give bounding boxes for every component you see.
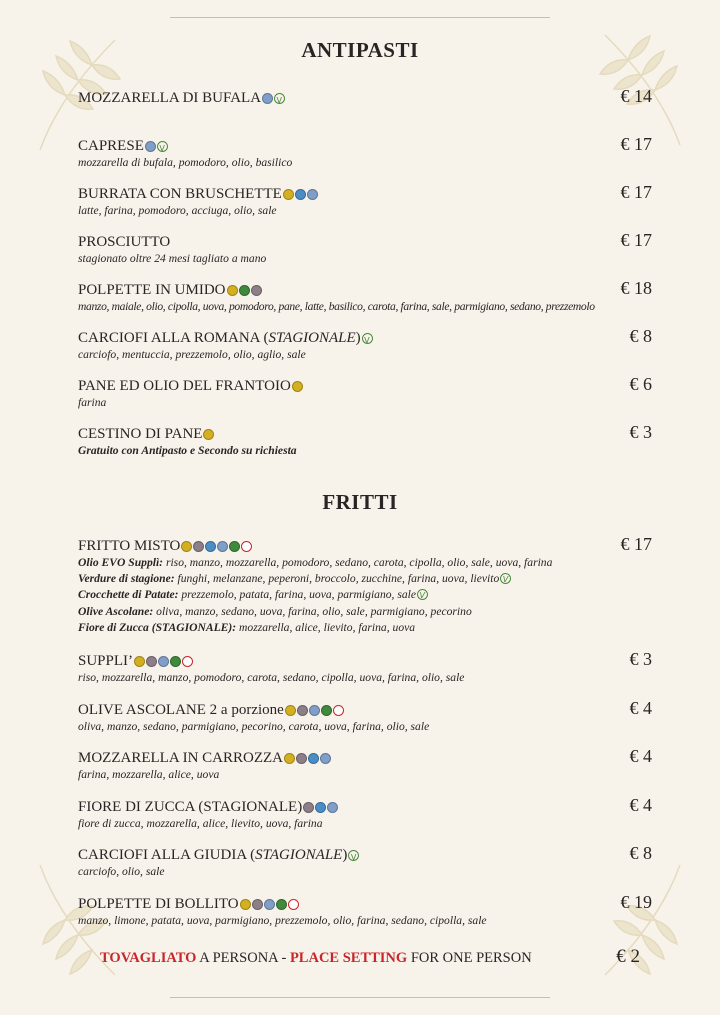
menu-item [78, 182, 658, 219]
item-name: PROSCIUTTO [78, 234, 171, 250]
blue-allergen-icon [205, 541, 216, 552]
item-description: oliva, manzo, sedano, parmigiano, pecorino, carota, uova, farina, olio, sale [78, 719, 430, 733]
item-price: € 19 [620, 891, 652, 912]
allergen-icons [145, 141, 168, 152]
vegetarian-icon [417, 589, 428, 600]
grey-allergen-icon [146, 656, 157, 667]
item-price: € 17 [620, 534, 652, 554]
item-name: POLPETTE DI BOLLITO [78, 895, 658, 913]
allergen-icons [285, 705, 344, 716]
item-price: € 18 [620, 278, 652, 298]
item-description: carciofo, olio, sale [78, 865, 165, 878]
grey-allergen-icon [296, 753, 307, 764]
allergen-icons [362, 333, 373, 344]
grey-allergen-icon [193, 541, 204, 552]
allergen-icons [181, 541, 252, 552]
menu-item [78, 746, 658, 783]
item-description: riso, mozzarella, manzo, pomodoro, carota, sedano, cipolla, uova, farina, olio, sale [78, 671, 465, 684]
allergen-icons [303, 802, 338, 813]
yellow-allergen-icon [240, 899, 251, 910]
yellow-allergen-icon [134, 656, 145, 667]
allergen-icons [203, 429, 214, 440]
item-price: € 4 [629, 697, 652, 718]
item-price: € 8 [629, 843, 652, 863]
grey-allergen-icon [297, 705, 308, 716]
item-price: € 8 [629, 326, 652, 346]
menu-item [78, 794, 658, 832]
place-setting-price: € 2 [616, 946, 640, 967]
allergen-icons [500, 573, 511, 584]
item-name: PANE ED OLIO DEL FRANTOIO [78, 377, 658, 395]
lightblue-allergen-icon [264, 899, 275, 910]
menu-item-fritto-misto [78, 534, 658, 636]
item-name: SUPPLI’ [78, 652, 658, 670]
item-description: fiore di zucca, mozzarella, alice, lievito, uova, farina [78, 816, 323, 830]
item-name: CESTINO DI PANE [78, 425, 658, 443]
yellow-allergen-icon [285, 705, 296, 716]
section-title-fritti: FRITTI [322, 490, 398, 514]
menu-item [78, 278, 658, 315]
item-description: Gratuito con Antipasto e Secondo su richiesta [78, 444, 297, 457]
lightblue-allergen-icon [158, 656, 169, 667]
vegetarian-icon [500, 573, 511, 584]
vegetarian-icon [274, 93, 285, 104]
menu-item [78, 86, 658, 107]
fritto-misto-line: Fiore di Zucca (STAGIONALE): mozzarella, alice, lievito, farina, uova [78, 620, 416, 634]
menu-item [78, 374, 658, 411]
allergen-icons [284, 753, 331, 764]
green-allergen-icon [239, 285, 250, 296]
yellow-allergen-icon [292, 381, 303, 392]
vegetarian-icon [157, 141, 168, 152]
item-name: MOZZARELLA DI BUFALA V [78, 89, 658, 107]
allergen-icons [240, 899, 299, 910]
item-description: stagionato oltre 24 mesi tagliato a mano [78, 252, 267, 265]
item-price: € 3 [629, 649, 652, 669]
item-price: € 17 [620, 230, 652, 250]
allergen-icons [262, 93, 285, 104]
pork-allergen-icon [182, 656, 193, 667]
yellow-allergen-icon [284, 753, 295, 764]
fritto-misto-line: Olive Ascolane: oliva, manzo, sedano, uova, farina, olio, sale, parmigiano, pecorino [78, 604, 472, 618]
item-price: € 17 [620, 182, 652, 202]
item-price: € 4 [629, 794, 652, 815]
menu-item [78, 134, 658, 171]
allergen-icons [227, 285, 262, 296]
allergen-icons [292, 381, 303, 392]
item-name: CARCIOFI ALLA ROMANA (STAGIONALE) V [78, 329, 658, 347]
pork-allergen-icon [241, 541, 252, 552]
fritto-misto-line: Verdure di stagione: funghi, melanzane, peperoni, broccolo, zucchine, farina, uova, lievito V [78, 571, 658, 587]
green-allergen-icon [276, 899, 287, 910]
fritto-misto-line: Olio EVO Supplì: riso, manzo, mozzarella, pomodoro, sedano, carota, cipolla, olio, sale, uova, farina [78, 556, 553, 569]
item-name: OLIVE ASCOLANE 2 a porzione [78, 701, 658, 719]
green-allergen-icon [229, 541, 240, 552]
vegetarian-icon [362, 333, 373, 344]
lightblue-allergen-icon [262, 93, 273, 104]
place-setting-note: TOVAGLIATO A PERSONA - PLACE SETTING FOR ONE PERSON € 2 [100, 946, 640, 967]
grey-allergen-icon [251, 285, 262, 296]
yellow-allergen-icon [181, 541, 192, 552]
item-name: FIORE DI ZUCCA (STAGIONALE) [78, 798, 658, 816]
item-name: BURRATA CON BRUSCHETTE [78, 185, 658, 203]
item-description: manzo, limone, patata, uova, parmigiano, prezzemolo, olio, farina, sedano, cipolla, sale [78, 913, 487, 927]
item-price: € 4 [629, 746, 652, 766]
menu-item [78, 230, 658, 267]
grey-allergen-icon [252, 899, 263, 910]
menu-item [78, 697, 658, 735]
item-description: farina [78, 396, 107, 409]
item-price: € 3 [629, 422, 652, 442]
lightblue-allergen-icon [145, 141, 156, 152]
item-description: latte, farina, pomodoro, acciuga, olio, sale [78, 204, 277, 217]
allergen-icons [348, 850, 359, 861]
yellow-allergen-icon [283, 189, 294, 200]
blue-allergen-icon [308, 753, 319, 764]
item-price: € 17 [620, 134, 652, 154]
section-title-antipasti: ANTIPASTI [301, 38, 419, 62]
lightblue-allergen-icon [307, 189, 318, 200]
green-allergen-icon [321, 705, 332, 716]
menu-item [78, 326, 658, 363]
item-description: mozzarella di bufala, pomodoro, olio, basilico [78, 156, 293, 169]
fritto-misto-components [78, 555, 658, 636]
item-price: € 14 [620, 86, 652, 106]
blue-allergen-icon [295, 189, 306, 200]
yellow-allergen-icon [227, 285, 238, 296]
item-name: POLPETTE IN UMIDO [78, 281, 658, 299]
fritto-misto-line: Crocchette di Patate: prezzemolo, patata, farina, uova, parmigiano, sale V [78, 587, 658, 603]
yellow-allergen-icon [203, 429, 214, 440]
menu-item [78, 891, 658, 929]
item-name: CAPRESE V [78, 137, 658, 155]
blue-allergen-icon [315, 802, 326, 813]
green-allergen-icon [170, 656, 181, 667]
top-divider [170, 17, 550, 18]
item-description: carciofo, mentuccia, prezzemolo, olio, aglio, sale [78, 348, 306, 361]
item-price: € 6 [629, 374, 652, 394]
menu-item [78, 649, 658, 686]
menu-item [78, 843, 658, 880]
lightblue-allergen-icon [327, 802, 338, 813]
bottom-divider [170, 997, 550, 998]
pork-allergen-icon [288, 899, 299, 910]
grey-allergen-icon [303, 802, 314, 813]
lightblue-allergen-icon [217, 541, 228, 552]
allergen-icons [134, 656, 193, 667]
menu-item [78, 422, 658, 459]
item-name: FRITTO MISTO [78, 537, 658, 555]
item-name: CARCIOFI ALLA GIUDIA (STAGIONALE) V [78, 846, 658, 864]
item-description: farina, mozzarella, alice, uova [78, 768, 220, 781]
lightblue-allergen-icon [309, 705, 320, 716]
vegetarian-icon [348, 850, 359, 861]
allergen-icons [283, 189, 318, 200]
pork-allergen-icon [333, 705, 344, 716]
item-name: MOZZARELLA IN CARROZZA [78, 749, 658, 767]
allergen-icons [417, 589, 428, 600]
lightblue-allergen-icon [320, 753, 331, 764]
item-description: manzo, maiale, olio, cipolla, uova, pomodoro, pane, latte, basilico, carota, farina, sale, parmigiano, sedano, prezzemolo [78, 300, 595, 313]
